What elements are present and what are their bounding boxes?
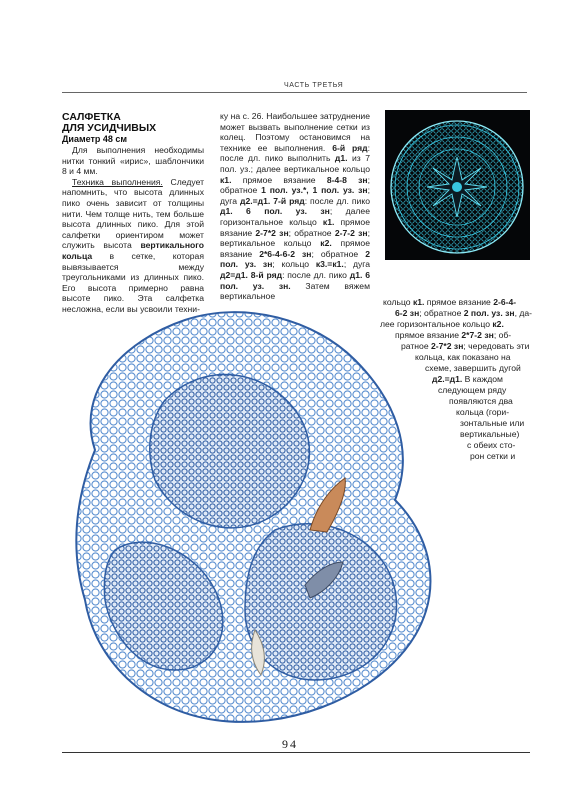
instr-text: ; обратное — [311, 248, 366, 259]
instr-text: прямое вязание — [220, 216, 370, 238]
instr-text: прямое вязание — [220, 238, 370, 259]
diameter-label: Диаметр 48 см — [62, 134, 128, 144]
instr-bold: 2-7-2 зн — [334, 227, 368, 238]
instr-text: : после дл. пико — [304, 195, 370, 206]
instr-bold: д1. 6 пол. уз. зн — [220, 206, 330, 217]
instr-bold: 2*6-4-6-2 зн — [259, 248, 312, 259]
instr-bold: 2 пол. уз. зн — [220, 248, 370, 270]
instr-text: прямое вязание — [231, 174, 327, 185]
instr-bold: д1. 6 пол. уз. зн. — [220, 269, 371, 291]
instr-text: ; кольцо — [272, 259, 316, 270]
instr-text: ; дуга — [343, 259, 370, 270]
instr-text: ; обратное — [288, 227, 335, 238]
instr-bold: к1. — [322, 216, 335, 227]
col3-line-11: кольца (гори- — [456, 407, 510, 417]
doily-photo — [385, 110, 530, 260]
title-line-2: ДЛЯ УСИДЧИВЫХ — [62, 122, 157, 134]
technique-text-bold: вертикального кольца — [62, 240, 204, 261]
text-column-2 — [220, 111, 370, 302]
col3-line-13: вертикальные) — [460, 429, 520, 439]
col3-line-9: следующем ряду — [438, 385, 507, 395]
lace-image — [55, 300, 455, 740]
instr-bold: 1 пол. уз.*, 1 пол. уз. зн — [261, 185, 368, 196]
instr-text: ку на с. 26. Наибольшее затруднение может вызвать выполнение сетки из колец. Поэтому остановимся на технике ее выполнения. — [220, 111, 370, 153]
instr-bold: 6-й ряд — [332, 142, 368, 153]
col3-line-7: схеме, завершить дугой — [425, 363, 521, 373]
col3-line-12: зонтальные или — [460, 418, 525, 428]
col3-line-2: 6-2 зн; обратное 2 пол. уз. зн, да- — [395, 308, 533, 318]
instr-text: ; обратное — [220, 174, 370, 196]
page-number: 94 — [282, 737, 298, 751]
instr-bold: д1. — [334, 153, 348, 164]
col3-line-15: рон сетки и — [470, 451, 516, 461]
technique-text-a: Следует напомнить, что высота длинных пико очень зависит от толщины нити. Чем толще нить, тем больше высота длинных пико. Для этой салфетки ориентиром может служить высота — [62, 176, 204, 251]
instr-text: : после дл. пико — [282, 269, 350, 280]
col3-line-8: д2.=д1. В каждом — [432, 374, 503, 384]
materials-paragraph: Для выполнения необходимы нитки тонкий «ирис», шаблончики 8 и 4 мм. — [62, 145, 204, 177]
instr-bold: к2. — [320, 238, 332, 249]
footer-rule — [62, 752, 530, 753]
instr-text: : после дл. пико выполнить — [220, 142, 370, 164]
title-line-1: САЛФЕТКА — [62, 111, 121, 123]
col3-line-6: кольца, как показано на — [415, 352, 511, 362]
instr-text: Затем вяжем вертикальное — [220, 280, 370, 302]
instr-bold: 2-7*2 зн — [255, 227, 289, 238]
col3-line-14: с обеих сто- — [467, 440, 516, 450]
text-column-1 — [62, 145, 204, 315]
article-title — [62, 112, 202, 145]
col3-line-3: лее горизонтальное кольцо к2. — [380, 319, 504, 329]
instr-text: из 7 пол. уз.; далее вертикальное кольцо — [220, 153, 371, 174]
instr-bold: 8-4-8 зн — [326, 174, 368, 185]
instructions-paragraph — [220, 111, 370, 302]
col3-line-4: прямое вязание 2*7-2 зн; об- — [395, 330, 512, 340]
header-rule — [62, 92, 527, 93]
col3-line-5: ратное 2-7*2 зн; чередовать эти — [401, 341, 530, 351]
lace-photo — [55, 300, 455, 740]
doily-image — [385, 110, 530, 260]
instr-bold: к3.=к1. — [315, 259, 344, 270]
col3-line-1: кольцо к1. прямое вязание 2-6-4- — [383, 297, 517, 307]
section-title: ЧАСТЬ ТРЕТЬЯ — [284, 82, 344, 89]
technique-label: Техника выполнения. — [72, 176, 163, 187]
instr-text: ; дуга — [220, 185, 370, 206]
technique-text-c: в сетке, которая вывязывается между треугольниками из длинных пико. Его высота примерно равна высоте пико. Эта салфетка несложна, если вы усвоили техни- — [62, 250, 204, 314]
technique-paragraph — [62, 177, 204, 315]
col3-line-10: появляются два — [449, 396, 513, 406]
instr-text: ; далее горизонтальное кольцо — [220, 206, 370, 227]
instr-bold: д2.=д1. 7-й ряд — [240, 195, 305, 206]
instr-text: ; вертикальное кольцо — [220, 227, 370, 249]
instr-bold: д2=д1. 8-й ряд — [220, 269, 283, 280]
instr-bold: к1. — [220, 174, 232, 185]
